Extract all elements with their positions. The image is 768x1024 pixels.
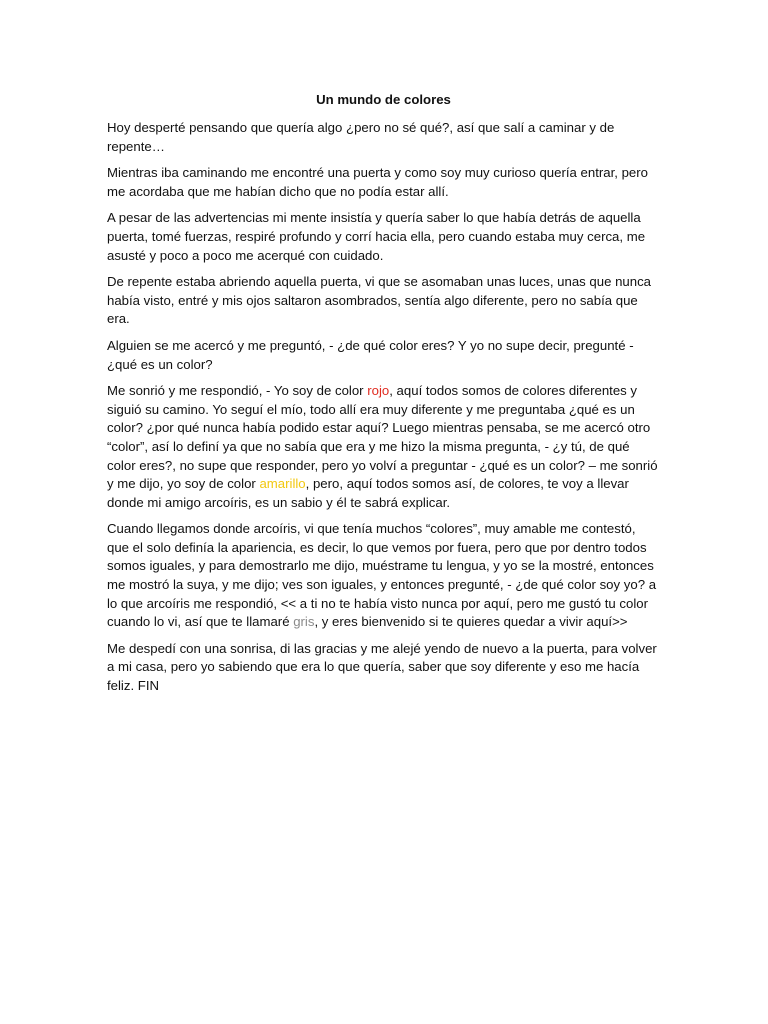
paragraph-8: Me despedí con una sonrisa, di las gracias y me alejé yendo de nuevo a la puerta, para volver a mi casa, pero yo sabiendo que era lo que quería, saber que soy diferente y eso me hacía feliz. FIN (107, 640, 657, 694)
paragraph-7-text-b: , y eres bienvenido si te quieres quedar a vivir aquí>> (314, 614, 628, 630)
paragraph-7 (107, 520, 660, 632)
document-title: Un mundo de colores (316, 92, 451, 107)
paragraph-3: A pesar de las advertencias mi mente insistía y quería saber lo que había detrás de aquella puerta, tomé fuerzas, respiré profundo y corrí hacia ella, pero cuando estaba muy cerca, me asusté y poco a poco me acerqué con cuidado. (107, 210, 646, 263)
color-word-rojo: rojo (367, 383, 390, 399)
color-word-amarillo: amarillo (259, 476, 306, 492)
paragraph-1: Hoy desperté pensando que quería algo ¿pero no sé qué?, así que salí a caminar y de repente… (107, 120, 615, 154)
color-word-gris: gris (293, 614, 315, 630)
paragraph-6-text-a: Me sonrió y me respondió, - Yo soy de color (107, 383, 368, 399)
paragraph-6 (107, 382, 660, 512)
paragraph-7-text-a: Cuando llegamos donde arcoíris, vi que tenía muchos “colores”, muy amable me contestó, que el solo definía la apariencia, es decir, lo que vemos por fuera, pero que por dentro todos somos iguales, y para demostrarlo me dijo, muéstrame tu lengua, y yo se la mostré, entonces me mostró la suya, y me dijo; ves son iguales, y entonces pregunté, - ¿de qué color soy yo? a lo que arcoíris me respondió, << a ti no te había visto nunca por aquí, pero me gustó tu color cuando lo vi, así que te llamaré (107, 521, 657, 630)
paragraph-6-text-b: , aquí todos somos de colores diferentes y siguió su camino. Yo seguí el mío, todo allí era muy diferente y me preguntaba ¿qué es un color? ¿por qué nunca había podido estar aquí? Luego mientras pensaba, se me acercó otro “color”, así lo definí ya que no sabía que era y me hizo la misma pregunta, - ¿y tú, de qué color eres?, no supe que responder, pero yo volví a preguntar - ¿qué es un color? – me sonrió y me dijo, yo soy de color (107, 383, 658, 492)
paragraph-2: Mientras iba caminando me encontré una puerta y como soy muy curioso quería entrar, pero me acordaba que me habían dicho que no podía estar allí. (107, 165, 648, 199)
paragraph-4: De repente estaba abriendo aquella puerta, vi que se asomaban unas luces, unas que nunca había visto, entré y mis ojos saltaron asombrados, sentía algo diferente, pero no sabía que era. (107, 274, 652, 327)
paragraph-5: Alguien se me acercó y me preguntó, - ¿de qué color eres? Y yo no supe decir, pregunté - ¿qué es un color? (107, 337, 634, 372)
paragraph-6-text-c: , pero, aquí todos somos así, de colores, te voy a llevar donde mi amigo arcoíris, es un sabio y él te sabrá explicar. (107, 476, 629, 510)
